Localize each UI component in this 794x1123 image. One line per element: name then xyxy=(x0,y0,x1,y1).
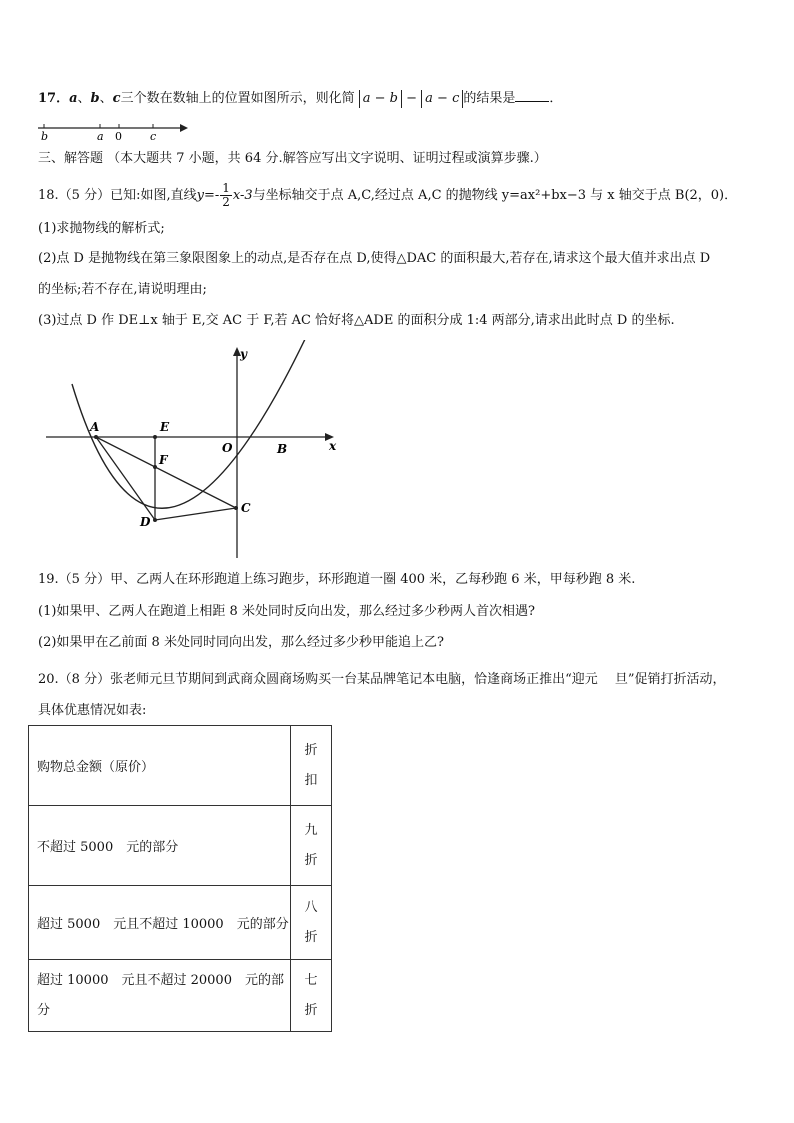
table-cell-rate: 九 折 xyxy=(291,806,332,886)
q17-var-b: b xyxy=(90,91,100,106)
q18-intro xyxy=(38,182,737,209)
table-cell-rate: 折 扣 xyxy=(291,726,332,806)
q17-number: 17． xyxy=(38,91,70,106)
q18-intro-pre: 已知:如图,直线 xyxy=(110,188,197,203)
q20-line2: 具体优惠情况如表: xyxy=(38,703,147,718)
table-cell-desc: 不超过 5000 元的部分 xyxy=(29,806,291,886)
q18-intro-post: 与坐标轴交于点 A,C,经过点 A,C 的抛物线 y=ax²+bx−3 与 x 轴交于点 B(2，0)． xyxy=(252,188,738,203)
q17-sep2: 、 xyxy=(99,91,113,106)
q19-part2: (2)如果甲在乙前面 8 米处同时同向出发，那么经过多少秒甲能追上乙? xyxy=(38,635,444,650)
number-line xyxy=(36,118,196,144)
discount-table xyxy=(28,725,332,1032)
q17-minus: − xyxy=(406,91,418,106)
fig-label-C: C xyxy=(241,501,251,515)
table-row xyxy=(29,806,332,886)
table-row xyxy=(29,960,332,1032)
section3-heading: 三、解答题 （本大题共 7 小题，共 64 分.解答应写出文字说明、证明过程或演算步骤.） xyxy=(38,151,547,166)
fig-label-A: A xyxy=(90,420,100,434)
q18-frac-num: 1 xyxy=(222,181,230,195)
q20-line1: 20.（8 分）张老师元旦节期间到武商众圆商场购买一台某品牌笔记本电脑，恰逢商场正推出“迎元 旦”促销打折活动， xyxy=(38,672,726,687)
table-cell-rate: 八 折 xyxy=(291,886,332,960)
table-cell-rate: 七 折 xyxy=(291,960,332,1032)
q18-part2-line1: (2)点 D 是抛物线在第三象限图象上的动点,是否存在点 D,使得△DAC 的面积最大,若存在,请求这个最大值并求出点 D xyxy=(38,251,711,266)
q18-part3: (3)过点 D 作 DE⊥x 轴于 E,交 AC 于 F,若 AC 恰好将△ADE 的面积分成 1:4 两部分,请求出此时点 D 的坐标. xyxy=(38,313,675,328)
table-cell-desc: 超过 5000 元且不超过 10000 元的部分 xyxy=(29,886,291,960)
numline-label-c: c xyxy=(150,130,157,143)
q17-answer-blank xyxy=(515,89,549,102)
q19-part1: (1)如果甲、乙两人在跑道上相距 8 米处同时反向出发，那么经过多少秒两人首次相遇? xyxy=(38,604,535,619)
table-row xyxy=(29,726,332,806)
fig-label-y: y xyxy=(240,347,247,361)
q18-part1: (1)求抛物线的解析式; xyxy=(38,221,165,236)
q17-abs2: a − c xyxy=(421,90,463,108)
fig-label-E: E xyxy=(160,420,170,434)
numline-label-a: a xyxy=(97,130,104,143)
q18-part2-line2: 的坐标;若不存在,请说明理由; xyxy=(38,282,207,297)
q17-var-a: a xyxy=(69,91,78,106)
fig-label-D: D xyxy=(140,515,151,529)
q18-figure xyxy=(40,340,350,565)
q18-number: 18.（5 分） xyxy=(38,188,111,203)
table-row xyxy=(29,886,332,960)
q18-x-term: x-3 xyxy=(232,188,253,203)
q17-var-c: c xyxy=(112,91,121,106)
fig-label-O: O xyxy=(222,441,233,455)
q17-sep1: 、 xyxy=(77,91,91,106)
q19-intro: 19.（5 分）甲、乙两人在环形跑道上练习跑步，环形跑道一圈 400 米，乙每秒跑 6 米，甲每秒跑 8 米. xyxy=(38,572,636,587)
q17-tail: 的结果是 xyxy=(463,91,516,106)
table-cell-desc: 购物总金额（原价） xyxy=(29,726,291,806)
q18-frac-den: 2 xyxy=(222,195,230,209)
q18-fraction xyxy=(220,182,232,209)
fig-label-B: B xyxy=(277,442,288,456)
q17-line xyxy=(38,89,562,108)
q18-y-eq: y=- xyxy=(196,188,220,203)
q17-abs1: a − b xyxy=(359,90,402,108)
numline-label-zero: 0 xyxy=(115,130,122,143)
q17-text: 三个数在数轴上的位置如图所示，则化简 xyxy=(120,91,355,106)
numline-label-b: b xyxy=(41,130,49,143)
q17-end: ． xyxy=(549,91,563,106)
fig-label-F: F xyxy=(159,453,168,467)
table-cell-desc: 超过 10000 元且不超过 20000 元的部 分 xyxy=(29,960,291,1032)
fig-label-x: x xyxy=(329,439,337,453)
